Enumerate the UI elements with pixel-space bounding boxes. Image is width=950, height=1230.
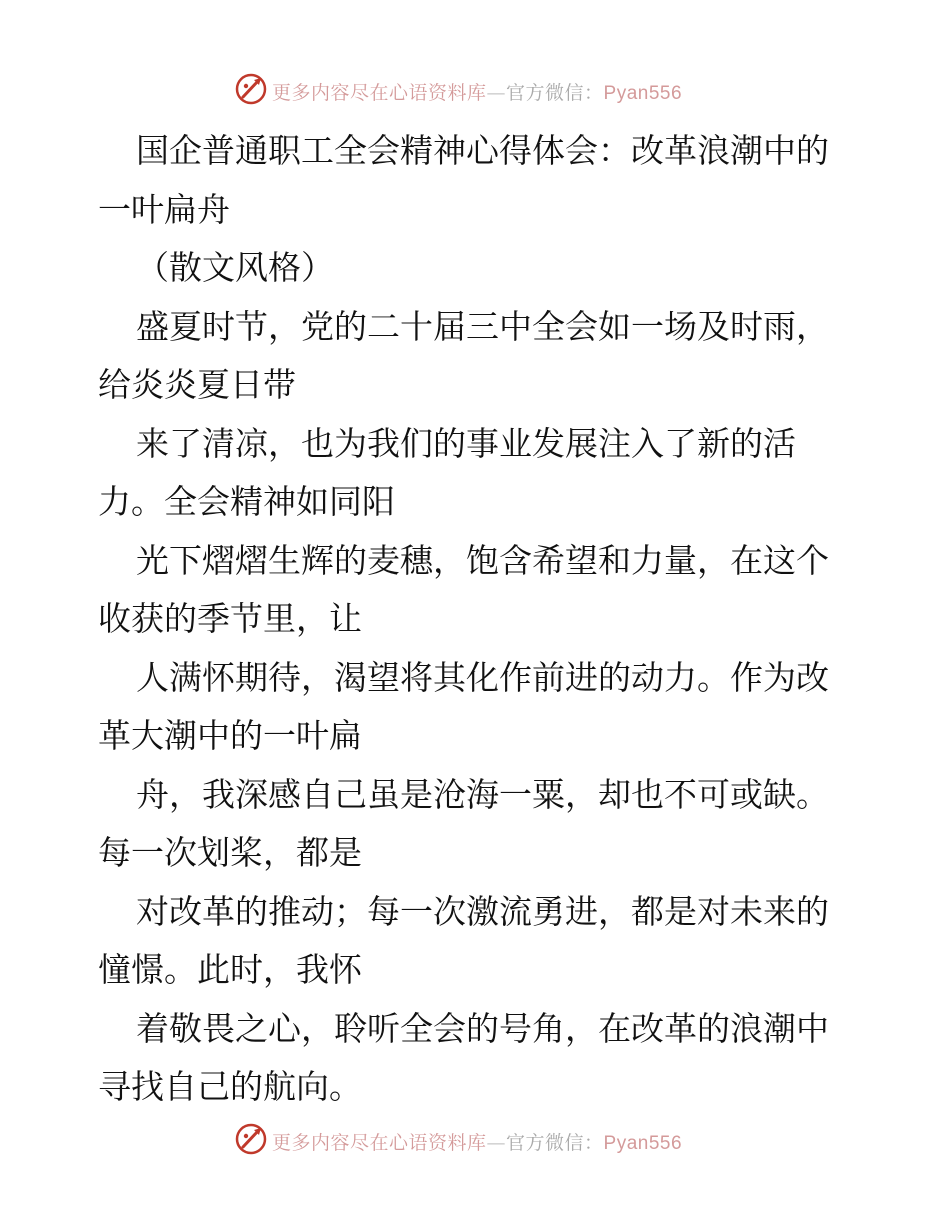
footer-watermark [0,1120,950,1160]
red-quill-seal-icon [234,1122,268,1156]
document-line: 憧憬。此时，我怀 [98,950,362,989]
watermark-main-text: 更多内容尽在心语资料库 [272,1132,487,1154]
header-watermark [0,70,950,110]
document-line: （散文风格） [136,248,334,287]
document-line: 收获的季节里，让 [98,599,362,638]
document-line: 盛夏时节，党的二十届三中全会如一场及时雨， [136,306,829,346]
document-line: 给炎炎夏日带 [98,365,296,404]
watermark-wechat-id: Pyan556 [603,83,683,104]
watermark-text [272,78,682,105]
document-line: 光下熠熠生辉的麦穗，饱含希望和力量，在这个 [136,540,829,580]
document-line: 着敬畏之心，聆听全会的号角，在改革的浪潮中 [136,1008,829,1048]
watermark-official-label: 官方微信： [506,1132,604,1154]
document-line: 人满怀期待，渴望将其化作前进的动力。作为改 [136,657,829,697]
watermark-separator: — [486,1132,507,1154]
document-line: 革大潮中的一叶扁 [98,716,362,755]
watermark-separator: — [486,82,507,104]
document-line: 舟，我深感自己虽是沧海一粟，却也不可或缺。 [136,774,829,814]
document-line: 力。全会精神如同阳 [98,482,395,521]
watermark-wechat-id: Pyan556 [603,1133,683,1154]
document-line: 寻找自己的航向。 [98,1067,362,1106]
watermark-official-label: 官方微信： [506,82,604,104]
document-line: 对改革的推动；每一次激流勇进，都是对未来的 [136,891,829,931]
document-line: 一叶扁舟 [98,189,230,229]
watermark-main-text: 更多内容尽在心语资料库 [272,82,487,104]
document-line: 国企普通职工全会精神心得体会：改革浪潮中的 [136,131,829,170]
document-body [98,122,858,1117]
red-quill-seal-icon [234,72,268,106]
document-line: 来了清凉，也为我们的事业发展注入了新的活 [136,423,796,463]
watermark-text [272,1128,682,1155]
document-line: 每一次划桨，都是 [98,833,362,872]
